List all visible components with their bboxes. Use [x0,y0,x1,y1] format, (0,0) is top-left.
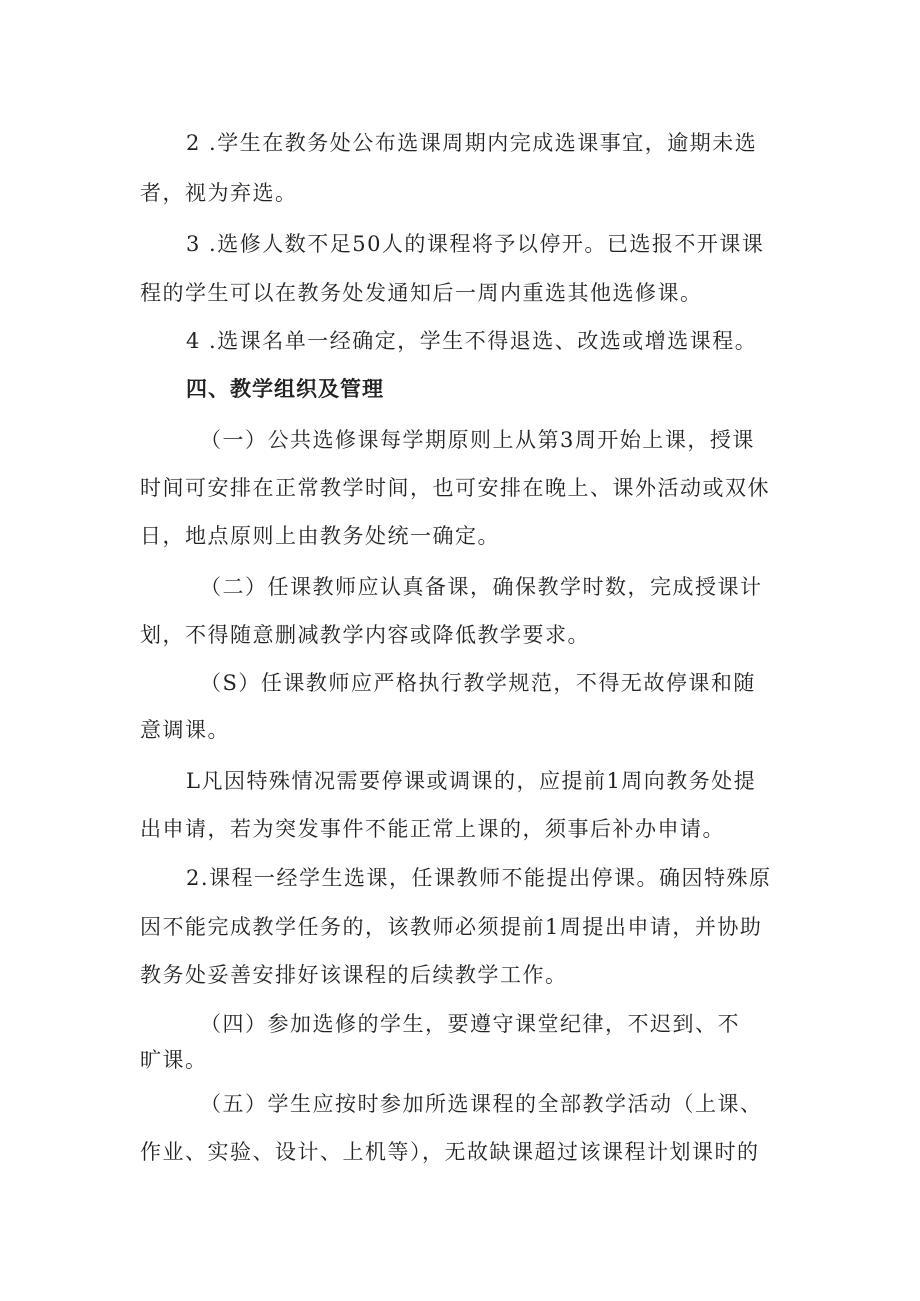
paragraph-3-line-1: 3 .选修人数不足50人的课程将予以停开。已选报不开课课 [186,232,765,256]
section-5-line-1: （五）学生应按时参加所选课程的全部教学活动（上课、 [200,1092,763,1116]
paragraph-2-line-2: 者，视为弃选。 [140,181,298,205]
section-3-line-2: 意调课。 [140,718,230,742]
item-2-line-1: 2.课程一经学生选课，任课教师不能提出停课。确因特殊原 [186,866,772,890]
section-2-line-2: 划，不得随意删减教学内容或降低教学要求。 [140,623,590,647]
item-2-line-2: 因不能完成教学任务的，该教师必须提前1周提出申请，并协助 [140,915,763,939]
section-3-line-1: （S）任课教师应严格执行教学规范，不得无故停课和随 [200,671,756,695]
section-1-line-2: 时间可安排在正常教学时间，也可安排在晚上、课外活动或双休 [140,476,770,500]
item-2-line-3: 教务处妥善安排好该课程的后续教学工作。 [140,963,568,987]
section-4-line-2: 旷课。 [140,1048,208,1072]
section-1-line-1: （一）公共选修课每学期原则上从第3周开始上课，授课 [200,428,755,452]
section-4-line-1: （四）参加选修的学生，要遵守课堂纪律，不迟到、不 [200,1012,740,1036]
paragraph-3-line-2: 程的学生可以在教务处发通知后一周内重选其他选修课。 [140,281,703,305]
paragraph-2-line-1: 2 .学生在教务处公布选课周期内完成选课事宜，逾期未选 [186,131,758,155]
section-1-line-3: 日，地点原则上由教务处统一确定。 [140,524,500,548]
section-5-line-2: 作业、实验、设计、上机等），无故缺课超过该课程计划课时的 [140,1140,760,1164]
paragraph-4-line-1: 4 .选课名单一经确定，学生不得退选、改选或增选课程。 [186,329,758,353]
item-1-line-1: L凡因特殊情况需要停课或调课的，应提前1周向教务处提 [186,769,757,793]
section-2-line-1: （二）任课教师应认真备课，确保教学时数，完成授课计 [200,575,763,599]
section-heading: 四、教学组织及管理 [186,377,384,401]
item-1-line-2: 出申请，若为突发事件不能正常上课的，须事后补办申请。 [140,817,725,841]
